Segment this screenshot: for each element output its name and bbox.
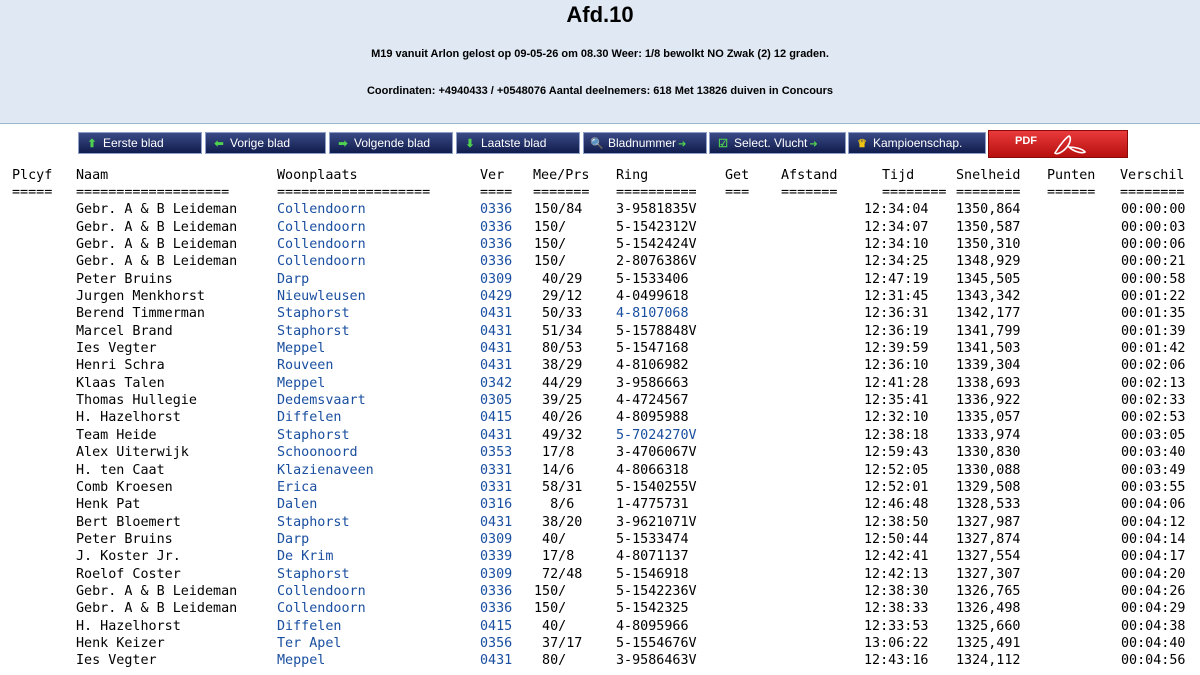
ver-cell[interactable]: 0336 xyxy=(480,219,513,235)
tijd-cell: 12:41:28 xyxy=(864,375,929,391)
tijd-cell: 12:34:04 xyxy=(864,202,929,218)
tijd-cell: 12:38:33 xyxy=(864,601,929,617)
tijd-cell: 12:34:25 xyxy=(864,254,929,270)
ring-cell: 5-1533474 xyxy=(616,531,689,547)
naam-cell: Team Heide xyxy=(76,427,157,443)
naam-cell: Marcel Brand xyxy=(76,323,173,339)
woonplaats-cell[interactable]: Nieuwleusen xyxy=(277,289,366,305)
woonplaats-cell[interactable]: Staphorst xyxy=(277,514,350,530)
verschil-cell: ======== xyxy=(1120,185,1185,200)
mee-prs-cell: 17/8 xyxy=(534,549,575,565)
ring-cell: 5-1542236V xyxy=(616,583,697,599)
tijd-cell: 12:31:45 xyxy=(864,289,929,305)
ver-cell[interactable]: 0309 xyxy=(480,531,513,547)
woonplaats-cell[interactable]: Klazienaveen xyxy=(277,462,374,478)
woonplaats-cell[interactable]: Dedemsvaart xyxy=(277,393,366,409)
woonplaats-cell[interactable]: Ter Apel xyxy=(277,635,342,651)
snelheid-cell: 1350,864 xyxy=(956,202,1021,218)
woonplaats-cell[interactable]: Staphorst xyxy=(277,306,350,322)
next-page-button[interactable] xyxy=(329,132,453,154)
snelheid-cell: 1338,693 xyxy=(956,375,1021,391)
naam-cell: Gebr. A & B Leideman xyxy=(76,254,238,270)
naam-cell: Ies Vegter xyxy=(76,653,157,669)
snelheid-cell: 1329,508 xyxy=(956,479,1021,495)
ver-cell[interactable]: 0316 xyxy=(480,497,513,513)
verschil-cell: 00:01:42 xyxy=(1121,341,1186,357)
tijd-cell: 12:46:48 xyxy=(864,497,929,513)
woonplaats-cell[interactable]: Staphorst xyxy=(277,566,350,582)
verschil-cell: 00:01:39 xyxy=(1121,323,1186,339)
naam-cell: Thomas Hullegie xyxy=(76,393,197,409)
plcyf-cell: Plcyf xyxy=(12,168,53,183)
mee-prs-cell: 150/ xyxy=(534,583,567,599)
naam-cell: Comb Kroesen xyxy=(76,479,173,495)
tijd-cell: ======== xyxy=(882,185,947,200)
snelheid-cell: ======== xyxy=(956,185,1021,200)
mee-prs-cell: 38/29 xyxy=(534,358,583,374)
ring-cell: 3-9586663 xyxy=(616,375,689,391)
snelheid-cell: 1327,554 xyxy=(956,549,1021,565)
woonplaats-cell[interactable]: Meppel xyxy=(277,375,326,391)
mee-prs-cell: 29/12 xyxy=(534,289,583,305)
woonplaats-cell[interactable]: Collendoorn xyxy=(277,202,366,218)
ring-cell: 5-1540255V xyxy=(616,479,697,495)
ring-cell: ========== xyxy=(616,185,697,200)
mee-prs-cell: 150/ xyxy=(534,219,567,235)
ring-cell: 3-9581835V xyxy=(616,202,697,218)
ring-cell: 5-1533406 xyxy=(616,271,689,287)
tijd-cell: 12:35:41 xyxy=(864,393,929,409)
ver-cell[interactable]: 0356 xyxy=(480,635,513,651)
naam-cell: J. Koster Jr. xyxy=(76,549,181,565)
previous-page-button[interactable] xyxy=(205,132,326,154)
tijd-cell: 12:36:19 xyxy=(864,323,929,339)
naam-cell: H. ten Caat xyxy=(76,462,165,478)
last-page-label: Laatste blad xyxy=(481,136,547,150)
mee-prs-cell: 39/25 xyxy=(534,393,583,409)
ver-cell[interactable]: 0431 xyxy=(480,323,513,339)
verschil-cell: 00:02:06 xyxy=(1121,358,1186,374)
mee-prs-cell: 14/6 xyxy=(534,462,575,478)
ver-cell[interactable]: 0331 xyxy=(480,462,513,478)
mee-prs-cell: 72/48 xyxy=(534,566,583,582)
toolbar xyxy=(0,124,1200,164)
mee-prs-cell: 58/31 xyxy=(534,479,583,495)
acrobat-icon xyxy=(1049,133,1089,157)
woonplaats-cell[interactable]: Staphorst xyxy=(277,427,350,443)
ver-cell[interactable]: 0429 xyxy=(480,289,513,305)
snelheid-cell: 1327,307 xyxy=(956,566,1021,582)
snelheid-cell: 1325,660 xyxy=(956,618,1021,634)
woonplaats-cell[interactable]: Collendoorn xyxy=(277,219,366,235)
woonplaats-cell[interactable]: Collendoorn xyxy=(277,601,366,617)
ring-cell: Ring xyxy=(616,168,649,183)
snelheid-cell: 1330,088 xyxy=(956,462,1021,478)
championship-label: Kampioenschap. xyxy=(873,136,963,150)
naam-cell: Alex Uiterwijk xyxy=(76,445,189,461)
woonplaats-cell[interactable]: Diffelen xyxy=(277,618,342,634)
verschil-cell: 00:03:05 xyxy=(1121,427,1186,443)
naam-cell: Peter Bruins xyxy=(76,271,173,287)
verschil-cell: 00:04:06 xyxy=(1121,497,1186,513)
snelheid-cell: 1342,177 xyxy=(956,306,1021,322)
verschil-cell: 00:04:38 xyxy=(1121,618,1186,634)
tijd-cell: 12:34:10 xyxy=(864,237,929,253)
ring-cell: 5-1546918 xyxy=(616,566,689,582)
first-page-label: Eerste blad xyxy=(103,136,164,150)
arrow-right-small-icon: ➜ xyxy=(678,139,687,150)
flight-info: M19 vanuit Arlon gelost op 09-05-26 om 08.30 Weer: 1/8 bewolkt NO Zwak (2) 12 graden. xyxy=(371,48,829,60)
plcyf-cell: ===== xyxy=(12,185,53,200)
ring-cell: 4-0499618 xyxy=(616,289,689,305)
last-page-button[interactable] xyxy=(456,132,580,154)
mee-prs-cell: 51/34 xyxy=(534,323,583,339)
mee-prs-cell: ======= xyxy=(533,185,590,200)
arrow-down-icon: ⬇ xyxy=(465,138,475,150)
woonplaats-cell[interactable]: Meppel xyxy=(277,653,326,669)
naam-cell: Gebr. A & B Leideman xyxy=(76,237,238,253)
mee-prs-cell: 37/17 xyxy=(534,635,583,651)
afstand-cell: Afstand xyxy=(781,168,838,183)
ver-cell[interactable]: 0431 xyxy=(480,358,513,374)
ring-cell: 4-8066318 xyxy=(616,462,689,478)
tijd-cell: 12:33:53 xyxy=(864,618,929,634)
mee-prs-cell: 150/84 xyxy=(534,202,583,218)
mee-prs-cell: 40/29 xyxy=(534,271,583,287)
woonplaats-cell[interactable]: Rouveen xyxy=(277,358,334,374)
verschil-cell: 00:03:40 xyxy=(1121,445,1186,461)
checkbox-icon: ☑ xyxy=(718,138,728,150)
mee-prs-cell: 49/32 xyxy=(534,427,583,443)
get-cell: === xyxy=(725,185,750,200)
tijd-cell: 12:47:19 xyxy=(864,271,929,287)
mee-prs-cell: 8/6 xyxy=(534,497,575,513)
mee-prs-cell: 40/26 xyxy=(534,410,583,426)
ring-cell: 4-4724567 xyxy=(616,393,689,409)
naam-cell: Bert Bloemert xyxy=(76,514,181,530)
naam-cell: Jurgen Menkhorst xyxy=(76,289,205,305)
snelheid-cell: 1350,587 xyxy=(956,219,1021,235)
coordinates-info: Coordinaten: +4940433 / +0548076 Aantal deelnemers: 618 Met 13826 duiven in Concours xyxy=(366,85,834,97)
verschil-cell: 00:04:20 xyxy=(1121,566,1186,582)
snelheid-cell: 1341,503 xyxy=(956,341,1021,357)
mee-prs-cell: 44/29 xyxy=(534,375,583,391)
tijd-cell: 12:38:30 xyxy=(864,583,929,599)
naam-cell: Berend Timmerman xyxy=(76,306,205,322)
crown-icon: ♛ xyxy=(857,138,867,150)
arrow-up-icon: ⬆ xyxy=(87,138,97,150)
naam-cell: Gebr. A & B Leideman xyxy=(76,583,238,599)
tijd-cell: 12:32:10 xyxy=(864,410,929,426)
ver-cell[interactable]: 0305 xyxy=(480,393,513,409)
mee-prs-cell: 80/53 xyxy=(534,341,583,357)
ver-cell[interactable]: 0431 xyxy=(480,514,513,530)
naam-cell: Gebr. A & B Leideman xyxy=(76,601,238,617)
ver-cell[interactable]: 0309 xyxy=(480,271,513,287)
woonplaats-cell[interactable]: Collendoorn xyxy=(277,237,366,253)
afstand-cell: ======= xyxy=(781,185,838,200)
ver-cell[interactable]: 0331 xyxy=(480,479,513,495)
get-cell: Get xyxy=(725,168,750,183)
select-flight-label: Select. Vlucht xyxy=(734,136,808,150)
naam-cell: H. Hazelhorst xyxy=(76,618,181,634)
mee-prs-cell: 17/8 xyxy=(534,445,575,461)
verschil-cell: 00:02:33 xyxy=(1121,393,1186,409)
mee-prs-cell: Mee/Prs xyxy=(533,168,590,183)
ring-cell: 3-9621071V xyxy=(616,514,697,530)
championship-button[interactable] xyxy=(848,132,986,154)
ver-cell: ==== xyxy=(480,185,513,200)
tijd-cell: 12:43:16 xyxy=(864,653,929,669)
ver-cell[interactable]: 0431 xyxy=(480,427,513,443)
snelheid-cell: Snelheid xyxy=(956,168,1021,183)
snelheid-cell: 1326,498 xyxy=(956,601,1021,617)
naam-cell: Klaas Talen xyxy=(76,375,165,391)
arrow-left-icon: ⬅ xyxy=(214,138,224,150)
ring-cell: 5-1542424V xyxy=(616,237,697,253)
ring-cell: 3-9586463V xyxy=(616,653,697,669)
ring-cell: 5-1542325 xyxy=(616,601,689,617)
woonplaats-cell[interactable]: Darp xyxy=(277,531,310,547)
naam-cell: =================== xyxy=(76,185,230,200)
ver-cell[interactable]: 0415 xyxy=(480,618,513,634)
mee-prs-cell: 40/ xyxy=(534,618,567,634)
ring-cell: 1-4775731 xyxy=(616,497,689,513)
snelheid-cell: 1333,974 xyxy=(956,427,1021,443)
naam-cell: Naam xyxy=(76,168,109,183)
verschil-cell: 00:04:26 xyxy=(1121,583,1186,599)
woonplaats-cell[interactable]: Schoonoord xyxy=(277,445,358,461)
mee-prs-cell: 150/ xyxy=(534,237,567,253)
ring-cell: 4-8106982 xyxy=(616,358,689,374)
ver-cell[interactable]: 0336 xyxy=(480,254,513,270)
naam-cell: Peter Bruins xyxy=(76,531,173,547)
verschil-cell: 00:02:53 xyxy=(1121,410,1186,426)
snelheid-cell: 1327,987 xyxy=(956,514,1021,530)
woonplaats-cell[interactable]: Erica xyxy=(277,479,318,495)
page-number-label: Bladnummer xyxy=(608,136,677,150)
tijd-cell: 12:59:43 xyxy=(864,445,929,461)
ring-cell: 4-8071137 xyxy=(616,549,689,565)
verschil-cell: 00:01:22 xyxy=(1121,289,1186,305)
mee-prs-cell: 50/33 xyxy=(534,306,583,322)
tijd-cell: 12:52:01 xyxy=(864,479,929,495)
woonplaats-cell[interactable]: De Krim xyxy=(277,549,334,565)
naam-cell: Henri Schra xyxy=(76,358,165,374)
ver-cell[interactable]: 0309 xyxy=(480,566,513,582)
snelheid-cell: 1336,922 xyxy=(956,393,1021,409)
woonplaats-cell[interactable]: Dalen xyxy=(277,497,318,513)
snelheid-cell: 1330,830 xyxy=(956,445,1021,461)
ring-cell: 5-1542312V xyxy=(616,219,697,235)
mee-prs-cell: 80/ xyxy=(534,653,567,669)
snelheid-cell: 1345,505 xyxy=(956,271,1021,287)
snelheid-cell: 1350,310 xyxy=(956,237,1021,253)
naam-cell: Henk Keizer xyxy=(76,635,165,651)
woonplaats-cell[interactable]: Meppel xyxy=(277,341,326,357)
verschil-cell: 00:00:58 xyxy=(1121,271,1186,287)
mee-prs-cell: 150/ xyxy=(534,254,567,270)
ver-cell[interactable]: 0336 xyxy=(480,202,513,218)
ver-cell[interactable]: 0339 xyxy=(480,549,513,565)
search-icon: 🔍 xyxy=(590,138,604,150)
pdf-button[interactable] xyxy=(988,130,1128,158)
page-title: Afd.10 xyxy=(566,2,634,27)
verschil-cell: 00:04:17 xyxy=(1121,549,1186,565)
next-page-label: Volgende blad xyxy=(354,136,431,150)
ver-cell[interactable]: 0431 xyxy=(480,306,513,322)
page-header xyxy=(0,0,1200,124)
mee-prs-cell: 40/ xyxy=(534,531,567,547)
woonplaats-cell: Woonplaats xyxy=(277,168,358,183)
verschil-cell: 00:01:35 xyxy=(1121,306,1186,322)
verschil-cell: 00:00:00 xyxy=(1121,202,1186,218)
snelheid-cell: 1324,112 xyxy=(956,653,1021,669)
arrow-right-icon: ➡ xyxy=(338,138,348,150)
mee-prs-cell: 38/20 xyxy=(534,514,583,530)
ver-cell[interactable]: 0353 xyxy=(480,445,513,461)
pdf-label: PDF xyxy=(1015,135,1037,147)
verschil-cell: 00:04:56 xyxy=(1121,653,1186,669)
woonplaats-cell: =================== xyxy=(277,185,431,200)
ver-cell[interactable]: 0431 xyxy=(480,653,513,669)
snelheid-cell: 1343,342 xyxy=(956,289,1021,305)
ver-cell[interactable]: 0342 xyxy=(480,375,513,391)
tijd-cell: 12:50:44 xyxy=(864,531,929,547)
tijd-cell: 12:39:59 xyxy=(864,341,929,357)
tijd-cell: 12:38:18 xyxy=(864,427,929,443)
verschil-cell: 00:03:55 xyxy=(1121,479,1186,495)
punten-cell: Punten xyxy=(1047,168,1096,183)
ring-cell: 5-1547168 xyxy=(616,341,689,357)
snelheid-cell: 1348,929 xyxy=(956,254,1021,270)
ver-cell[interactable]: 0336 xyxy=(480,237,513,253)
arrow-right-small-icon: ➜ xyxy=(809,139,818,150)
verschil-cell: 00:00:21 xyxy=(1121,254,1186,270)
verschil-cell: 00:04:40 xyxy=(1121,635,1186,651)
tijd-cell: 12:42:13 xyxy=(864,566,929,582)
naam-cell: Henk Pat xyxy=(76,497,141,513)
woonplaats-cell[interactable]: Collendoorn xyxy=(277,583,366,599)
snelheid-cell: 1327,874 xyxy=(956,531,1021,547)
woonplaats-cell[interactable]: Collendoorn xyxy=(277,254,366,270)
first-page-button[interactable] xyxy=(78,132,202,154)
tijd-cell: 12:36:31 xyxy=(864,306,929,322)
snelheid-cell: 1325,491 xyxy=(956,635,1021,651)
verschil-cell: 00:00:03 xyxy=(1121,219,1186,235)
woonplaats-cell[interactable]: Staphorst xyxy=(277,323,350,339)
ver-cell[interactable]: 0415 xyxy=(480,410,513,426)
verschil-cell: 00:04:29 xyxy=(1121,601,1186,617)
tijd-cell: 12:52:05 xyxy=(864,462,929,478)
ver-cell[interactable]: 0431 xyxy=(480,341,513,357)
tijd-cell: 12:36:10 xyxy=(864,358,929,374)
snelheid-cell: 1328,533 xyxy=(956,497,1021,513)
verschil-cell: 00:02:13 xyxy=(1121,375,1186,391)
snelheid-cell: 1341,799 xyxy=(956,323,1021,339)
ring-cell: 3-4706067V xyxy=(616,445,697,461)
select-flight-button[interactable] xyxy=(709,132,846,154)
ver-cell[interactable]: 0336 xyxy=(480,601,513,617)
mee-prs-cell: 150/ xyxy=(534,601,567,617)
ver-cell[interactable]: 0336 xyxy=(480,583,513,599)
previous-page-label: Vorige blad xyxy=(230,136,291,150)
ring-cell: 4-8095988 xyxy=(616,410,689,426)
tijd-cell: 12:34:07 xyxy=(864,219,929,235)
snelheid-cell: 1326,765 xyxy=(956,583,1021,599)
naam-cell: Roelof Coster xyxy=(76,566,181,582)
ring-cell: 5-1554676V xyxy=(616,635,697,651)
snelheid-cell: 1339,304 xyxy=(956,358,1021,374)
verschil-cell: 00:03:49 xyxy=(1121,462,1186,478)
ring-cell: 2-8076386V xyxy=(616,254,697,270)
naam-cell: Gebr. A & B Leideman xyxy=(76,219,238,235)
verschil-cell: Verschil xyxy=(1120,168,1185,183)
ver-cell: Ver xyxy=(480,168,505,183)
snelheid-cell: 1335,057 xyxy=(956,410,1021,426)
ring-cell[interactable]: 5-7024270V xyxy=(616,427,697,443)
verschil-cell: 00:00:06 xyxy=(1121,237,1186,253)
ring-cell: 5-1578848V xyxy=(616,323,697,339)
naam-cell: Ies Vegter xyxy=(76,341,157,357)
verschil-cell: 00:04:12 xyxy=(1121,514,1186,530)
woonplaats-cell[interactable]: Darp xyxy=(277,271,310,287)
naam-cell: H. Hazelhorst xyxy=(76,410,181,426)
naam-cell: Gebr. A & B Leideman xyxy=(76,202,238,218)
punten-cell: ====== xyxy=(1047,185,1096,200)
tijd-cell: Tijd xyxy=(882,168,915,183)
ring-cell[interactable]: 4-8107068 xyxy=(616,306,689,322)
ring-cell: 4-8095966 xyxy=(616,618,689,634)
woonplaats-cell[interactable]: Diffelen xyxy=(277,410,342,426)
verschil-cell: 00:04:14 xyxy=(1121,531,1186,547)
tijd-cell: 12:38:50 xyxy=(864,514,929,530)
tijd-cell: 13:06:22 xyxy=(864,635,929,651)
page-number-button[interactable] xyxy=(583,132,707,154)
tijd-cell: 12:42:41 xyxy=(864,549,929,565)
